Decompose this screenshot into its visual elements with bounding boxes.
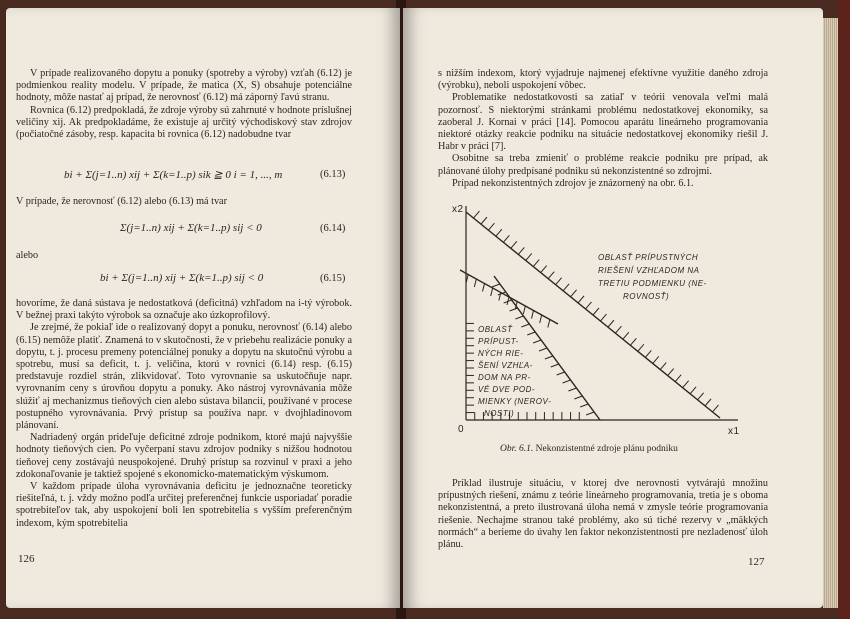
equation-number: (6.13) bbox=[320, 169, 346, 180]
hatch-mark bbox=[548, 272, 554, 279]
left-text-block-3 bbox=[16, 250, 352, 262]
upper-region-line-4: ROVNOSŤ) bbox=[623, 292, 670, 301]
paragraph: Je zrejmé, že pokiaľ ide o realizovaný dopyt a ponuku, nerovnosť (6.14) alebo (6.15) nemôže platiť. Znamená to v skutočnosti, že v priebehu realizácie ponuky a dopytu, t. j. procesu premeny potenciálnej ponuky a dopytu na skutočnú výrobu a spotrebu, musí sa deficit, t. j. veličina, ktorú v rovnici (6.14) resp. (6.15) predstavuje rozdiel strán, zlikvidovať. Toto vyrovnanie sa uskutočňuje napr. vyrovnaním ceny s úrovňou dopytu a ponuky. Ako nástroj vyrovnávania môže slúžiť aj mechanizmus tieňových cien alebo sústava bilancií, používané v procese postupného vyrovnávania. Prvý prístup sa používa napr. v dvojhladinovom plánovaní. bbox=[16, 322, 352, 432]
lower-region-line-6: VÉ DVE POD- bbox=[478, 385, 536, 394]
hatch-mark bbox=[668, 369, 674, 376]
hatch-mark bbox=[533, 340, 541, 343]
hatch-mark bbox=[653, 356, 659, 363]
lower-region-line-3: NÝCH RIE- bbox=[478, 349, 524, 358]
upper-region-line-2: RIEŠENÍ VZHĽADOM NA bbox=[598, 266, 700, 275]
equation-number: (6.14) bbox=[320, 223, 346, 234]
hatch-mark bbox=[551, 364, 559, 367]
hatch-mark bbox=[698, 393, 704, 400]
hatch-mark bbox=[713, 405, 719, 412]
paragraph: Príklad ilustruje situáciu, v ktorej dve nerovnosti vytvárajú množinu prípustných riešení, známu z teórie lineárneho programovania, tretia je s oboma nekonzistentná, a preto ilustrovaná úloha nemá v zmysle teórie programovania riešenie. Nechajme stranou také problémy, ako sú tiché rezervy v „mäkkých normách“ a berieme do úvahy len faktor nekonzistentnosti pre nezladenosť úloh plánu. bbox=[438, 478, 768, 551]
hatch-mark bbox=[557, 372, 565, 375]
hatch-mark bbox=[539, 348, 547, 351]
hatch-mark bbox=[518, 247, 524, 254]
right-text-block-2 bbox=[438, 478, 768, 551]
figure-6-1 bbox=[438, 198, 758, 438]
caption-label: Obr. 6.1. bbox=[500, 444, 534, 454]
lower-region-line-1: OBLASŤ bbox=[478, 325, 513, 334]
origin-label: 0 bbox=[458, 424, 465, 435]
hatch-mark bbox=[492, 284, 500, 287]
hatch-mark bbox=[574, 396, 582, 399]
hatch-mark bbox=[474, 279, 476, 287]
hatch-mark bbox=[511, 241, 517, 248]
x-axis-label: x1 bbox=[728, 426, 740, 437]
hatch-mark bbox=[660, 363, 666, 370]
paragraph: Osobitne sa treba zmieniť o probléme reakcie podniku pre prípad, ak plánované úlohy predpísané podniku sú nekonzistentné so zdrojmi. bbox=[438, 153, 768, 177]
equation-number: (6.15) bbox=[320, 273, 346, 284]
hatch-mark bbox=[675, 375, 681, 382]
hatch-mark bbox=[556, 278, 562, 285]
equation-6-15: bi + Σ(j=1..n) xij + Σ(k=1..p) sij < 0 bbox=[100, 272, 264, 284]
hatch-mark bbox=[690, 387, 696, 394]
second-constraint-hatching bbox=[466, 275, 550, 328]
lower-region-line-8: NOSTI) bbox=[484, 409, 515, 418]
lower-region-line-4: ŠENÍ VZHĽA- bbox=[478, 361, 533, 370]
hatch-mark bbox=[510, 308, 518, 311]
lower-region-line-2: PRÍPUST- bbox=[478, 337, 519, 346]
hatch-mark bbox=[488, 223, 494, 230]
hatch-mark bbox=[586, 302, 592, 309]
figure-caption bbox=[500, 444, 678, 454]
upper-region-line-3: TRETIU PODMIENKU (NE- bbox=[598, 279, 707, 288]
hatch-mark bbox=[515, 316, 523, 319]
lower-region-line-5: DOM NA PR- bbox=[478, 373, 531, 382]
hatch-mark bbox=[541, 266, 547, 273]
hatch-mark bbox=[473, 211, 479, 218]
equation-6-13: bi + Σ(j=1..n) xij + Σ(k=1..p) sik ≧ 0 i = 1, ..., m bbox=[64, 169, 283, 181]
hatch-mark bbox=[483, 284, 485, 292]
book-cover-edge bbox=[838, 0, 850, 619]
hatch-mark bbox=[705, 399, 711, 406]
hatch-mark bbox=[645, 350, 651, 357]
hatch-mark bbox=[540, 315, 542, 323]
page-number-left: 126 bbox=[18, 553, 35, 565]
hatch-mark bbox=[571, 290, 577, 297]
paragraph: Rovnica (6.12) predpokladá, že zdroje výroby sú zahrnuté v hodnote príslušnej veličiny xij. Ak predpokladáme, že existuje aj určitý východiskový stav zdrojov (počiatočné zásoby, resp. kapacita bi rovnica (6.12) nadobudne tvar bbox=[16, 104, 352, 141]
paragraph: V prípade realizovaného dopytu a ponuky (spotreby a výroby) vzťah (6.12) je podmienkou reality modelu. V prípade, že matica (X, S) obsahuje potenciálne hodnoty, môže nastať aj prípad, že nerovnosť (6.12) má záporný ľavú stranu. bbox=[16, 68, 352, 104]
hatch-mark bbox=[578, 296, 584, 303]
hatch-mark bbox=[608, 320, 614, 327]
hatch-mark bbox=[593, 308, 599, 315]
left-text-block-4 bbox=[16, 298, 352, 530]
hatch-mark bbox=[615, 326, 621, 333]
hatch-mark bbox=[586, 412, 594, 415]
hatch-mark bbox=[481, 217, 487, 224]
paragraph: alebo bbox=[16, 250, 39, 261]
hatch-mark bbox=[532, 311, 534, 319]
hatch-mark bbox=[563, 380, 571, 383]
lower-region-line-7: MIENKY (NEROV- bbox=[478, 397, 552, 406]
paragraph: V prípade, že nerovnosť (6.12) alebo (6.13) má tvar bbox=[16, 196, 227, 207]
hatch-mark bbox=[630, 338, 636, 345]
paragraph: V každom prípade úloha vyrovnávania deficitu je jednoznačne teoreticky riešiteľná, t. j. vždy možno podľa určitej preferenčnej funkcie usporiadať poradie spotrebiteľov tak, aby uspokojení boli len spotrebitelia s vyšším preferenčným indexom, kým spotrebitelia bbox=[16, 481, 352, 529]
left-text-block-1 bbox=[16, 68, 352, 141]
hatch-mark bbox=[683, 381, 689, 388]
hatch-mark bbox=[548, 320, 550, 328]
hatch-mark bbox=[545, 356, 553, 359]
hatch-mark bbox=[521, 324, 529, 327]
page-number-right: 127 bbox=[748, 556, 765, 568]
paragraph: hovoríme, že daná sústava je nedostatková (deficitná) vzhľadom na i-tý výrobok. V bežnej praxi takýto výrobok sa označuje ako úzkoprofilový. bbox=[16, 298, 352, 322]
equation-6-14: Σ(j=1..n) xij + Σ(k=1..p) sij < 0 bbox=[120, 222, 262, 234]
paragraph: s nižším indexom, ktorý vyjadruje najmenej efektívne využitie daného zdroja (výrobku), neboli uspokojení vôbec. bbox=[438, 68, 768, 92]
paragraph: Prípad nekonzistentných zdrojov je znázornený na obr. 6.1. bbox=[452, 177, 694, 189]
hatch-mark bbox=[527, 332, 535, 335]
upper-region-line-1: OBLASŤ PRÍPUSTNÝCH bbox=[598, 253, 699, 262]
caption-text: Nekonzistentné zdroje plánu podniku bbox=[535, 444, 678, 454]
paragraph: Problematike nedostatkovosti sa zatiaľ v teórii venovala veľmi malá pozornosť. S niektorými stránkami problému nedostatkovej ekonomiky, sa zaoberal J. Kornai v práci [14]. Pomocou aparátu lineárneho programovania niektoré otázky reakcie podniku na situácie nedostatkovej ekonomiky riešil J. Habr v práci [7]. bbox=[438, 92, 768, 153]
hatch-mark bbox=[563, 284, 569, 291]
hatch-mark bbox=[533, 260, 539, 267]
hatch-mark bbox=[600, 314, 606, 321]
hatch-mark bbox=[496, 229, 502, 236]
hatch-mark bbox=[523, 306, 525, 314]
hatch-mark bbox=[491, 288, 493, 296]
paragraph: Nadriadený orgán prideľuje deficitné zdroje podnikom, ktoré majú najvyššie hodnoty tieňových cien. Po vyčerpaní stavu zdrojov podniky s nižšou hodnotou tieňovej ceny zostávajú neuspokojené. Druhý prístup sa rozvinul v praxi a jeho zdokonaľovanie je taktiež spojené s ekonomicko-matematickým výskumom. bbox=[16, 432, 352, 480]
hatch-mark bbox=[580, 404, 588, 407]
left-text-block-2 bbox=[16, 196, 352, 208]
right-text-block-1 bbox=[438, 68, 768, 190]
y-axis-label: x2 bbox=[452, 204, 464, 215]
hatch-mark bbox=[568, 388, 576, 391]
hatch-mark bbox=[623, 332, 629, 339]
hatch-mark bbox=[526, 253, 532, 260]
hatch-mark bbox=[503, 235, 509, 242]
hatch-mark bbox=[638, 344, 644, 351]
